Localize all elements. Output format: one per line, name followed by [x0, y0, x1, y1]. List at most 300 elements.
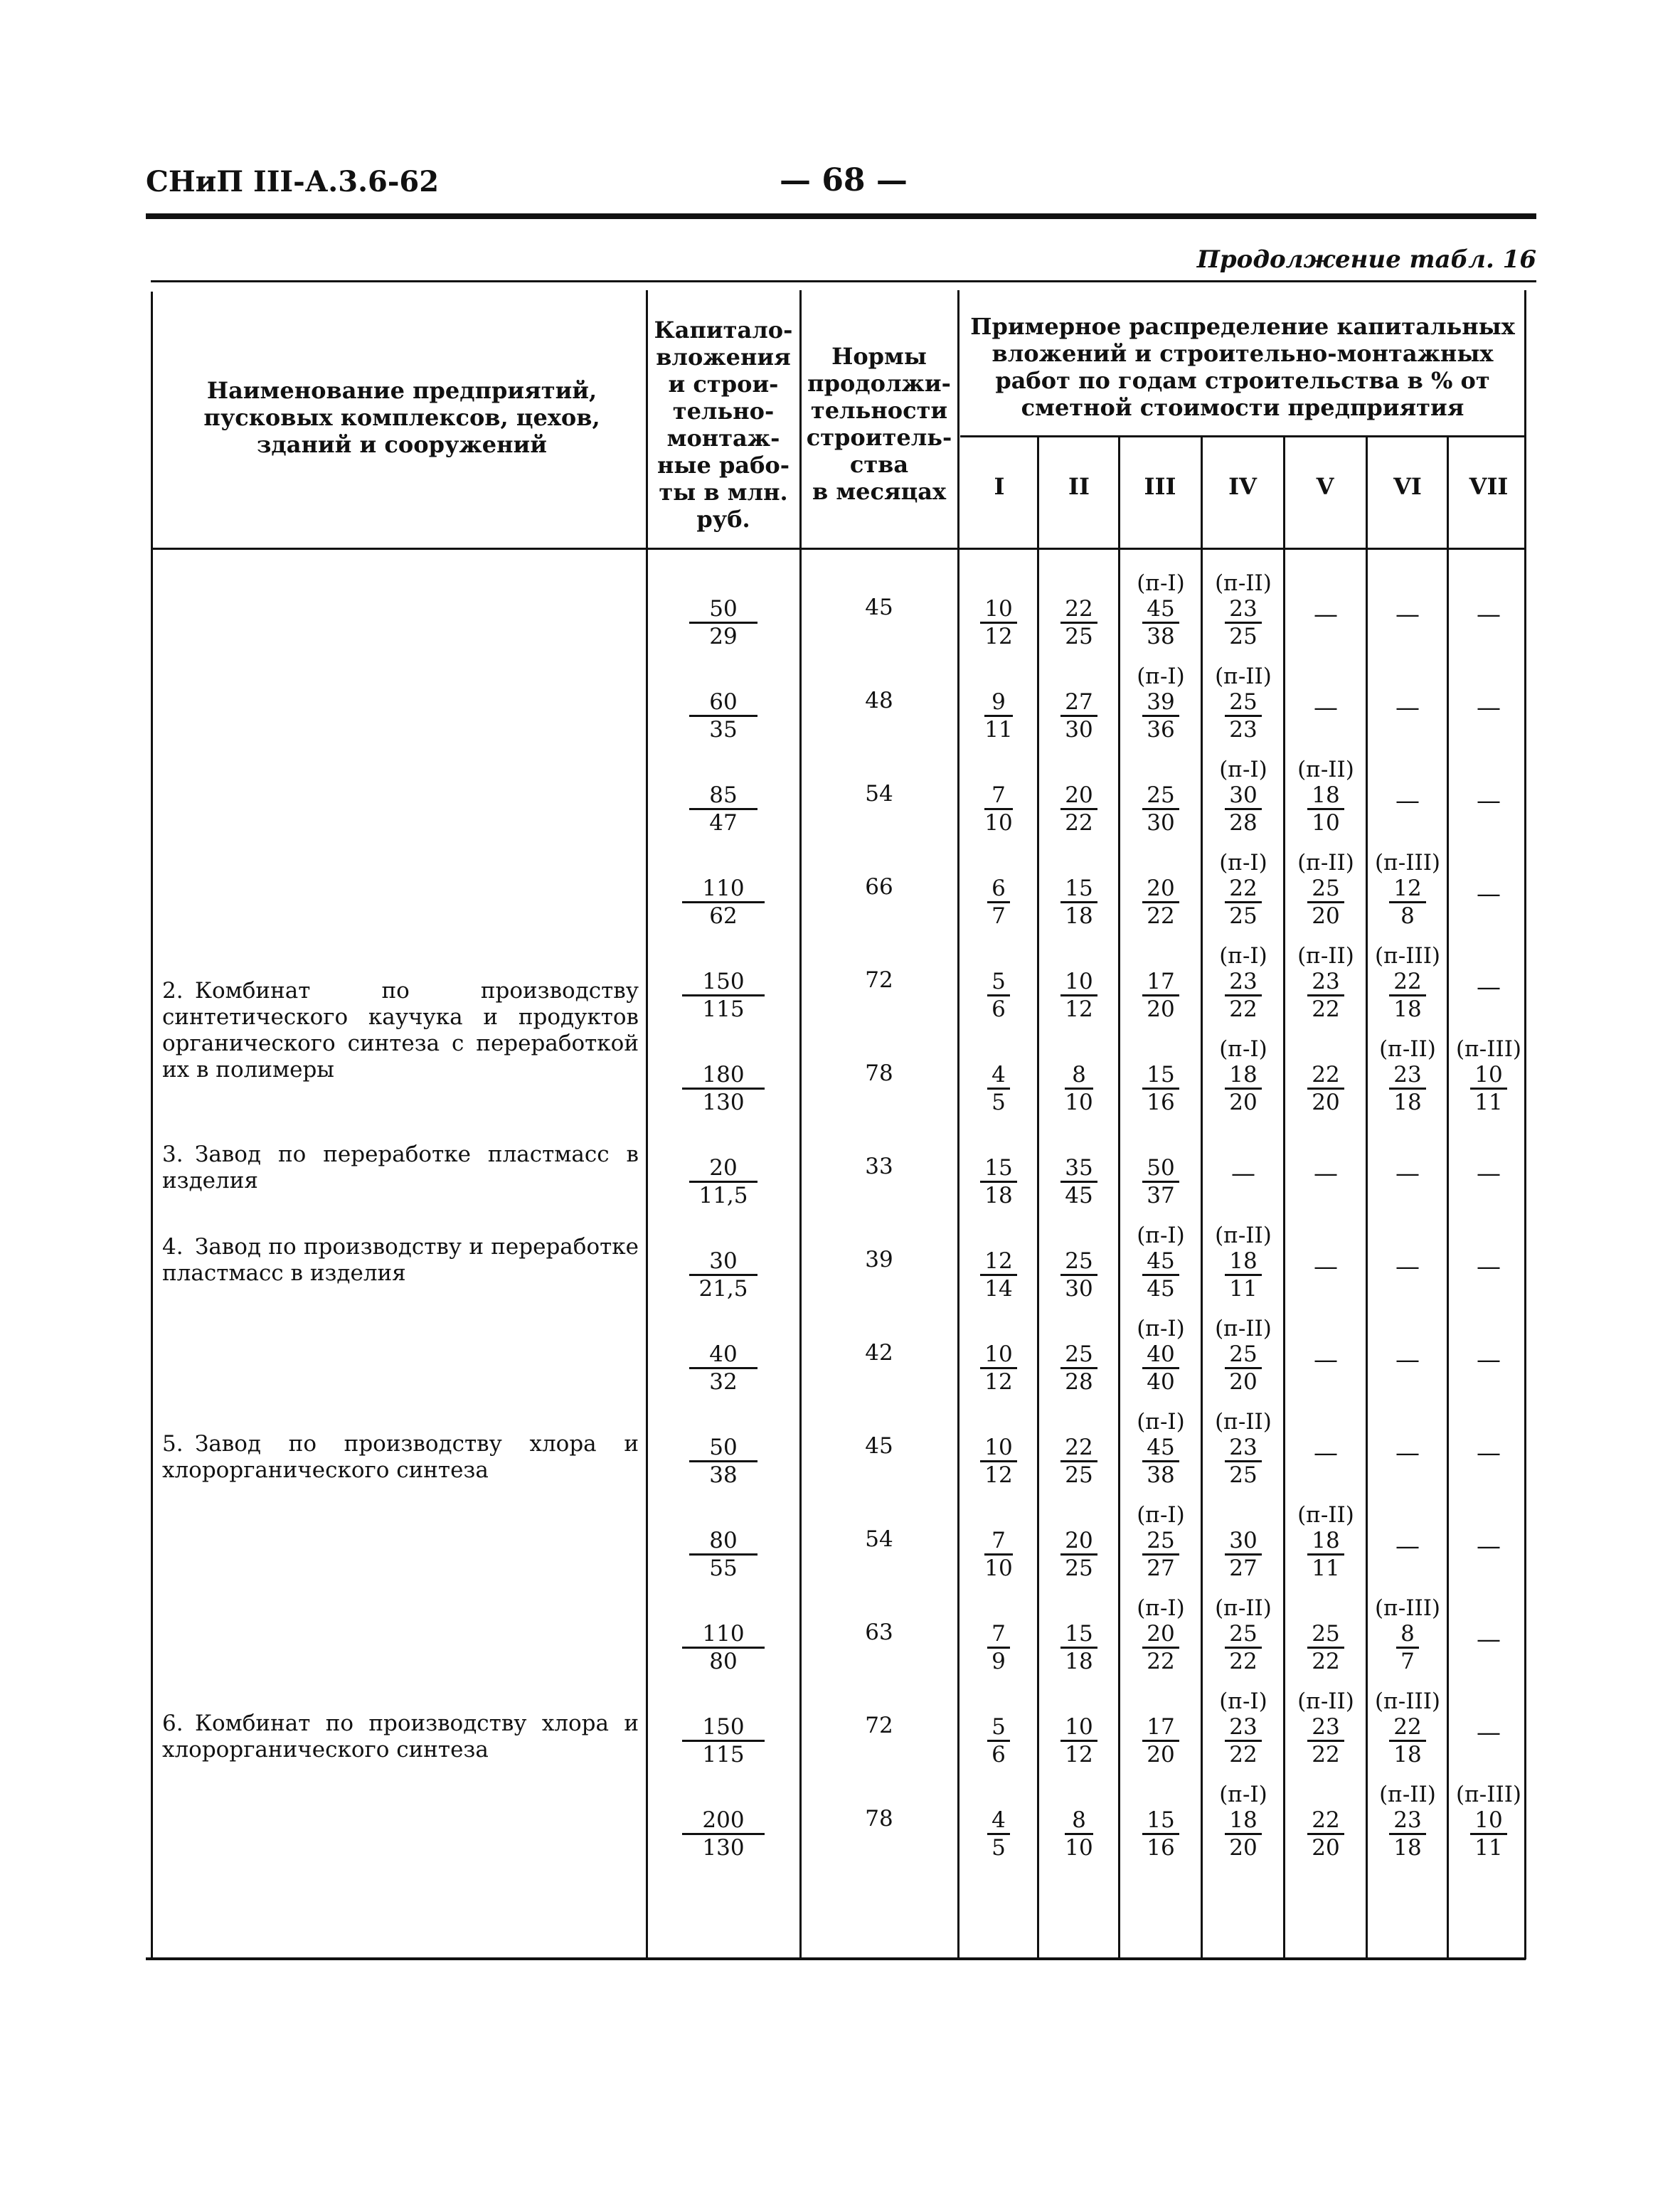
- fraction: [682, 969, 764, 1022]
- fraction: [1307, 969, 1344, 1022]
- empty-dash: —: [1477, 600, 1501, 629]
- stage-label: (п-I): [1137, 1502, 1185, 1528]
- denominator: 27: [1229, 1556, 1258, 1581]
- year-share-4: [1203, 1161, 1283, 1187]
- denominator: 12: [984, 1462, 1013, 1488]
- denominator: 10: [984, 1556, 1013, 1581]
- empty-dash: —: [1477, 1346, 1501, 1374]
- numerator: 22: [1060, 596, 1097, 624]
- fraction: [980, 1435, 1016, 1488]
- numerator: 17: [1142, 969, 1179, 996]
- numerator: 7: [987, 1621, 1010, 1649]
- fraction: [1389, 1807, 1425, 1861]
- year-share-6: [1368, 1533, 1447, 1560]
- fraction: [984, 1528, 1012, 1581]
- year-share-2: [1040, 596, 1118, 649]
- stage-label: (п-III): [1455, 1782, 1522, 1807]
- fraction: [1470, 1807, 1506, 1861]
- fraction: [1060, 689, 1097, 743]
- denominator: 22: [1147, 903, 1175, 929]
- denominator: 25: [1229, 903, 1258, 929]
- stage-label: (п-II): [1297, 1502, 1354, 1528]
- year-share-1: [960, 1062, 1037, 1115]
- stage-label: (п-III): [1455, 1036, 1522, 1062]
- empty-dash: —: [1477, 1439, 1501, 1467]
- fraction: [1307, 1807, 1344, 1861]
- numerator: 10: [980, 596, 1016, 624]
- numerator: 20: [689, 1155, 757, 1183]
- header-line: ты в млн.: [659, 479, 788, 506]
- denominator: 38: [1147, 624, 1175, 649]
- numerator: 25: [1225, 689, 1261, 717]
- capital-investment: [649, 689, 798, 743]
- numerator: 25: [1142, 782, 1179, 810]
- denominator: 18: [1065, 1649, 1093, 1674]
- capital-investment: [649, 782, 798, 836]
- year-share-7: [1450, 1036, 1528, 1115]
- fraction: [1389, 969, 1425, 1022]
- denominator: 38: [1147, 1462, 1175, 1488]
- year-share-1: [960, 876, 1037, 929]
- fraction: [1225, 1435, 1261, 1488]
- header-bottom-rule: [153, 548, 1526, 550]
- numerator: 18: [1225, 1248, 1261, 1276]
- stage-label: (п-III): [1374, 850, 1441, 876]
- fraction: [1060, 782, 1097, 836]
- fraction: [1065, 1062, 1092, 1115]
- fraction: [682, 1807, 764, 1861]
- denominator: 28: [1065, 1369, 1093, 1395]
- year-share-4: [1203, 1223, 1283, 1302]
- year-share-4: [1203, 1316, 1283, 1395]
- capital-investment: [649, 1435, 798, 1488]
- fraction: [1142, 1062, 1179, 1115]
- document-code: СНиП III-А.3.6-62: [146, 165, 440, 198]
- year-divider: [1366, 435, 1368, 1960]
- header-line: тельности: [810, 397, 948, 424]
- denominator: 10: [1312, 810, 1340, 836]
- empty-dash: —: [1477, 1253, 1501, 1281]
- year-share-2: [1040, 969, 1118, 1022]
- stage-label: (п-I): [1219, 850, 1267, 876]
- year-share-4: [1203, 943, 1283, 1022]
- fraction: [987, 1807, 1010, 1861]
- fraction: [1225, 969, 1261, 1022]
- col-divider-capital: [646, 290, 648, 1960]
- year-share-3: [1121, 570, 1201, 649]
- numerator: 39: [1142, 689, 1179, 717]
- denominator: 32: [709, 1369, 738, 1395]
- empty-dash: —: [1314, 1439, 1338, 1467]
- numerator: 6: [987, 876, 1010, 903]
- empty-dash: —: [1395, 1532, 1420, 1561]
- year-share-2: [1040, 782, 1118, 836]
- year-share-6: [1368, 602, 1447, 628]
- duration-months: 72: [865, 1713, 893, 1738]
- year-share-4: [1203, 850, 1283, 929]
- year-share-3: [1121, 876, 1201, 929]
- numerator: 8: [1065, 1062, 1092, 1090]
- fraction: [1065, 1807, 1092, 1861]
- stage-label: (п-II): [1215, 570, 1272, 596]
- numerator: 8: [1065, 1807, 1092, 1835]
- year-share-2: [1040, 1435, 1118, 1488]
- fraction: [1396, 1621, 1419, 1674]
- year-share-3: [1121, 664, 1201, 743]
- denominator: 11: [984, 717, 1013, 743]
- stage-label: (п-III): [1374, 1689, 1441, 1714]
- denominator: 45: [1065, 1183, 1093, 1208]
- denominator: 14: [984, 1276, 1013, 1302]
- capital-investment: [649, 1341, 798, 1395]
- header-line: ные рабо-: [656, 452, 790, 479]
- year-share-1: [960, 1341, 1037, 1395]
- fraction: [984, 782, 1012, 836]
- numerator: 12: [980, 1248, 1016, 1276]
- stage-label: (п-II): [1297, 1689, 1354, 1714]
- numerator: 10: [980, 1341, 1016, 1369]
- header-line: руб.: [696, 506, 750, 533]
- year-header-VI: VI: [1393, 473, 1422, 500]
- empty-dash: —: [1477, 787, 1501, 815]
- denominator: 25: [1229, 1462, 1258, 1488]
- year-share-2: [1040, 1621, 1118, 1674]
- duration-months: 63: [865, 1620, 893, 1645]
- numerator: 20: [1142, 876, 1179, 903]
- stage-label: (п-I): [1137, 570, 1185, 596]
- fraction: [1225, 1714, 1261, 1767]
- numerator: 10: [1060, 969, 1097, 996]
- fraction: [689, 689, 757, 743]
- numerator: 23: [1307, 1714, 1344, 1742]
- fraction: [1307, 1062, 1344, 1115]
- empty-dash: —: [1314, 600, 1338, 629]
- denominator: 18: [1393, 1835, 1422, 1861]
- empty-dash: —: [1314, 1159, 1338, 1188]
- table-bottom-rule: [146, 1957, 1526, 1960]
- numerator: 15: [1142, 1062, 1179, 1090]
- stage-label: (п-II): [1215, 1316, 1272, 1341]
- numerator: 23: [1225, 1714, 1261, 1742]
- numerator: 45: [1142, 596, 1179, 624]
- year-share-1: [960, 1621, 1037, 1674]
- capital-investment: [649, 596, 798, 649]
- denominator: 18: [1393, 1742, 1422, 1767]
- year-share-3: [1121, 1502, 1201, 1581]
- denominator: 5: [991, 1090, 1006, 1115]
- numerator: 20: [1060, 1528, 1097, 1556]
- denominator: 30: [1065, 1276, 1093, 1302]
- header-line: Капитало-: [654, 317, 793, 344]
- capital-investment: [649, 1062, 798, 1115]
- fraction: [980, 1248, 1016, 1302]
- year-share-6: [1368, 1440, 1447, 1467]
- denominator: 35: [709, 717, 738, 743]
- numerator: 10: [1470, 1062, 1506, 1090]
- header-line: Примерное распределение капитальных: [970, 313, 1515, 340]
- year-share-2: [1040, 1155, 1118, 1208]
- capital-investment: [649, 1248, 798, 1302]
- empty-dash: —: [1395, 1346, 1420, 1374]
- continuation-note: Продолжение табл. 16: [1196, 245, 1536, 274]
- fraction: [682, 1062, 764, 1115]
- year-share-4: [1203, 1689, 1283, 1767]
- stage-label: (п-I): [1219, 757, 1267, 782]
- stage-label: (п-I): [1219, 1782, 1267, 1807]
- denominator: 9: [991, 1649, 1006, 1674]
- fraction: [1060, 1248, 1097, 1302]
- fraction: [1470, 1062, 1506, 1115]
- fraction: [987, 1714, 1010, 1767]
- fraction: [689, 782, 757, 836]
- year-share-2: [1040, 876, 1118, 929]
- numerator: 23: [1225, 1435, 1261, 1462]
- stage-label: (п-II): [1379, 1782, 1436, 1807]
- denominator: 62: [709, 903, 738, 929]
- year-share-6: [1368, 788, 1447, 814]
- fraction: [1225, 1528, 1261, 1581]
- denominator: 11: [1474, 1835, 1503, 1861]
- stage-label: (п-II): [1215, 1223, 1272, 1248]
- year-divider: [1201, 435, 1203, 1960]
- header-capital: [649, 317, 798, 533]
- header-duration: [802, 343, 956, 505]
- denominator: 25: [1065, 1556, 1093, 1581]
- year-share-6: [1368, 943, 1447, 1022]
- fraction: [1307, 876, 1344, 929]
- stage-label: (п-I): [1219, 1036, 1267, 1062]
- year-share-5: [1286, 1807, 1366, 1861]
- empty-dash: —: [1395, 600, 1420, 629]
- denominator: 22: [1065, 810, 1093, 836]
- numerator: 18: [1225, 1807, 1261, 1835]
- year-share-3: [1121, 1155, 1201, 1208]
- year-divider: [1037, 435, 1039, 1960]
- denominator: 37: [1147, 1183, 1175, 1208]
- denominator: 115: [702, 1742, 745, 1767]
- fraction: [1060, 596, 1097, 649]
- fraction: [1389, 1062, 1425, 1115]
- year-share-6: [1368, 1595, 1447, 1674]
- duration-months: 78: [865, 1806, 893, 1832]
- year-share-2: [1040, 1714, 1118, 1767]
- denominator: 11,5: [698, 1183, 748, 1208]
- denominator: 130: [702, 1090, 745, 1115]
- fraction: [1307, 1621, 1344, 1674]
- empty-dash: —: [1477, 1159, 1501, 1188]
- header-line: строитель-: [806, 424, 952, 451]
- denominator: 10: [1065, 1090, 1093, 1115]
- numerator: 80: [689, 1528, 757, 1556]
- fraction: [987, 1621, 1010, 1674]
- numerator: 22: [1389, 1714, 1425, 1742]
- fraction: [980, 1341, 1016, 1395]
- fraction: [987, 1062, 1010, 1115]
- stage-label: (п-I): [1219, 943, 1267, 969]
- fraction: [1142, 689, 1179, 743]
- table-top-rule: [151, 280, 1536, 282]
- fraction: [689, 1435, 757, 1488]
- denominator: 16: [1147, 1835, 1175, 1861]
- header-line: в месяцах: [812, 478, 947, 505]
- year-share-5: [1286, 1689, 1366, 1767]
- duration-months: 42: [865, 1340, 893, 1366]
- stage-label: (п-I): [1137, 1223, 1185, 1248]
- empty-dash: —: [1477, 1532, 1501, 1561]
- year-share-7: [1450, 695, 1528, 721]
- fraction: [1389, 1714, 1425, 1767]
- year-share-7: [1450, 602, 1528, 628]
- enterprise-description: 2. Комбинат по производству синтетического каучука и продуктов органического синтеза с переработкой их в полимеры: [162, 978, 639, 1083]
- numerator: 30: [1225, 782, 1261, 810]
- empty-dash: —: [1395, 1253, 1420, 1281]
- fraction: [1225, 782, 1261, 836]
- year-share-3: [1121, 1595, 1201, 1674]
- stage-label: (п-III): [1374, 1595, 1441, 1621]
- year-share-3: [1121, 1062, 1201, 1115]
- year-share-6: [1368, 1161, 1447, 1187]
- denominator: 12: [984, 624, 1013, 649]
- denominator: 20: [1312, 1835, 1340, 1861]
- numerator: 25: [1307, 1621, 1344, 1649]
- year-share-4: [1203, 570, 1283, 649]
- fraction: [1225, 1621, 1261, 1674]
- fraction: [1225, 1248, 1261, 1302]
- year-divider: [1118, 435, 1120, 1960]
- numerator: 40: [689, 1341, 757, 1369]
- year-share-2: [1040, 1528, 1118, 1581]
- year-share-7: [1450, 1782, 1528, 1861]
- header-line: Нормы: [831, 343, 927, 370]
- denominator: 21,5: [698, 1276, 748, 1302]
- year-share-5: [1286, 1502, 1366, 1581]
- year-share-7: [1450, 1254, 1528, 1280]
- fraction: [1142, 1155, 1179, 1208]
- numerator: 17: [1142, 1714, 1179, 1742]
- denominator: 18: [984, 1183, 1013, 1208]
- denominator: 5: [991, 1835, 1006, 1861]
- numerator: 180: [682, 1062, 764, 1090]
- capital-investment: [649, 1528, 798, 1581]
- year-divider: [1447, 435, 1449, 1960]
- year-share-5: [1286, 695, 1366, 721]
- numerator: 200: [682, 1807, 764, 1835]
- duration-months: 45: [865, 595, 893, 620]
- year-share-1: [960, 1248, 1037, 1302]
- numerator: 35: [1060, 1155, 1097, 1183]
- year-share-1: [960, 689, 1037, 743]
- fraction: [1142, 1621, 1179, 1674]
- enterprise-description: 4. Завод по производству и переработке пластмасс в изделия: [162, 1234, 639, 1286]
- empty-dash: —: [1477, 880, 1501, 908]
- stage-label: (п-III): [1374, 943, 1441, 969]
- header-line: монтаж-: [666, 425, 780, 452]
- stage-label: (п-II): [1297, 943, 1354, 969]
- numerator: 12: [1389, 876, 1425, 903]
- numerator: 110: [682, 1621, 764, 1649]
- year-share-6: [1368, 1254, 1447, 1280]
- year-share-1: [960, 1714, 1037, 1767]
- numerator: 22: [1225, 876, 1261, 903]
- year-share-1: [960, 782, 1037, 836]
- numerator: 25: [1060, 1248, 1097, 1276]
- year-divider: [1283, 435, 1285, 1960]
- fraction: [689, 1528, 757, 1581]
- year-share-3: [1121, 782, 1201, 836]
- fraction: [689, 1341, 757, 1395]
- year-share-7: [1450, 1533, 1528, 1560]
- year-share-4: [1203, 1782, 1283, 1861]
- stage-label: (п-II): [1215, 1595, 1272, 1621]
- year-share-1: [960, 596, 1037, 649]
- denominator: 80: [709, 1649, 738, 1674]
- fraction: [1142, 1807, 1179, 1861]
- col-divider-years: [957, 290, 959, 1960]
- denominator: 22: [1229, 1742, 1258, 1767]
- numerator: 18: [1225, 1062, 1261, 1090]
- year-share-3: [1121, 1714, 1201, 1767]
- numerator: 150: [682, 969, 764, 996]
- year-share-3: [1121, 1223, 1201, 1302]
- stage-label: (п-II): [1297, 757, 1354, 782]
- numerator: 25: [1142, 1528, 1179, 1556]
- year-share-3: [1121, 1316, 1201, 1395]
- year-share-5: [1286, 1440, 1366, 1467]
- denominator: 22: [1229, 996, 1258, 1022]
- stage-label: (п-I): [1219, 1689, 1267, 1714]
- year-share-1: [960, 1155, 1037, 1208]
- fraction: [1142, 782, 1179, 836]
- denominator: 11: [1312, 1556, 1340, 1581]
- denominator: 7: [1400, 1649, 1415, 1674]
- header-line: продолжи-: [807, 370, 951, 397]
- fraction: [1142, 1435, 1179, 1488]
- denominator: 6: [991, 996, 1006, 1022]
- numerator: 25: [1225, 1621, 1261, 1649]
- fraction: [1225, 1341, 1261, 1395]
- numerator: 8: [1396, 1621, 1419, 1649]
- numerator: 23: [1225, 969, 1261, 996]
- numerator: 25: [1225, 1341, 1261, 1369]
- fraction: [987, 876, 1010, 929]
- denominator: 22: [1312, 1742, 1340, 1767]
- year-share-5: [1286, 850, 1366, 929]
- duration-months: 45: [865, 1433, 893, 1459]
- denominator: 12: [1065, 1742, 1093, 1767]
- denominator: 11: [1474, 1090, 1503, 1115]
- numerator: 5: [987, 1714, 1010, 1742]
- fraction: [1060, 1155, 1097, 1208]
- fraction: [1225, 596, 1261, 649]
- numerator: 22: [1060, 1435, 1097, 1462]
- empty-dash: —: [1314, 1253, 1338, 1281]
- denominator: 45: [1147, 1276, 1175, 1302]
- denominator: 30: [1147, 810, 1175, 836]
- header-rule: [146, 213, 1536, 219]
- year-share-5: [1286, 1062, 1366, 1115]
- table-left-border: [151, 292, 153, 1960]
- fraction: [689, 596, 757, 649]
- years-subheader-rule: [960, 435, 1526, 437]
- denominator: 16: [1147, 1090, 1175, 1115]
- capital-investment: [649, 969, 798, 1022]
- denominator: 27: [1147, 1556, 1175, 1581]
- year-header-VII: VII: [1469, 473, 1509, 500]
- numerator: 110: [682, 876, 764, 903]
- year-share-4: [1203, 1528, 1283, 1581]
- duration-months: 54: [865, 781, 893, 807]
- header-line: сметной стоимости предприятия: [1021, 394, 1464, 421]
